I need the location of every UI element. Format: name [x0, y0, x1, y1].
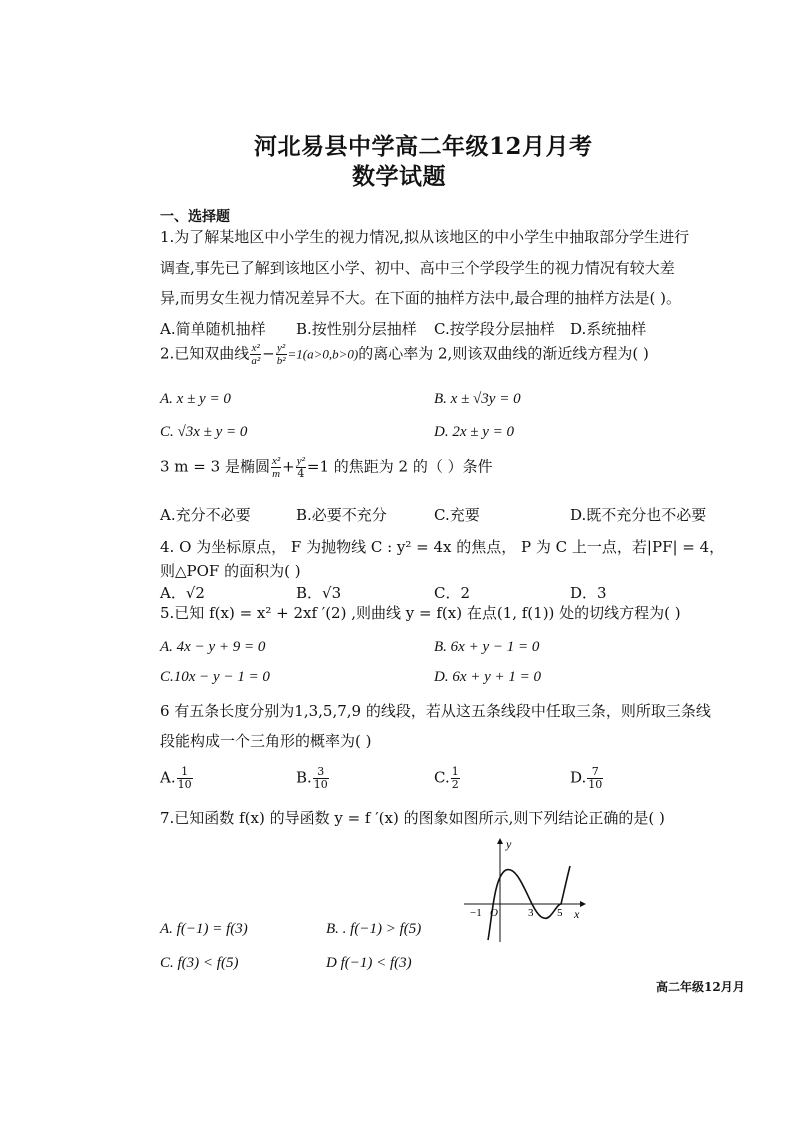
- x-axis-arrow: [580, 901, 586, 907]
- q6-option-d-frac: $\frac{7}{10}$: [588, 765, 603, 791]
- q2-frac-x: $\frac{\text{x²}}{\text{a²}}$: [251, 342, 261, 367]
- tick-neg1: −1: [470, 907, 482, 919]
- y-axis-arrow: [497, 838, 503, 844]
- q6-option-b-label: B.: [296, 768, 312, 787]
- q4-option-d: D．3: [570, 584, 607, 602]
- q5-option-c: C.10x − y − 1 = 0: [160, 669, 270, 685]
- q2-condition: =1(a>0,b>0): [287, 346, 359, 362]
- q2-option-a: A. x ± y = 0: [160, 391, 231, 407]
- page-subtitle: 数学试题: [352, 163, 446, 190]
- q4-option-b: B．√3: [296, 584, 342, 602]
- q2-suffix: 的离心率为 2,则该双曲线的渐近线方程为( ): [358, 344, 649, 363]
- page-footer: 高二年级12月月: [656, 980, 745, 994]
- q1-line2: 调查,事先已了解到该地区小学、初中、高中三个学段学生的视力情况有较大差: [160, 259, 675, 277]
- tick-5: 5: [557, 907, 563, 919]
- q2-option-c: C. √3x ± y = 0: [160, 424, 248, 440]
- origin-label: O: [490, 907, 498, 919]
- tick-3: 3: [528, 907, 534, 919]
- q4-line1: 4. O 为坐标原点， F 为抛物线 C : y² = 4x 的焦点， P 为 C 上一点，若|PF| = 4，: [160, 538, 725, 556]
- q1-option-a: A.简单随机抽样: [160, 320, 266, 338]
- q6-option-a-label: A.: [160, 768, 176, 787]
- page-title: 河北易县中学高二年级12月月考: [254, 133, 593, 160]
- x-axis-label: x: [574, 907, 580, 921]
- q6-option-b-frac: $\frac{3}{10}$: [313, 765, 328, 791]
- q6-line1: 6 有五条长度分别为1,3,5,7,9 的线段，若从这五条线段中任取三条，则所取三条线: [160, 702, 711, 720]
- q4-option-c: C．2: [434, 584, 471, 602]
- q6-option-d: [570, 766, 604, 791]
- q1-option-d: D.系统抽样: [570, 320, 647, 338]
- q2-frac-y: $\frac{\text{y²}}{\text{b²}}$: [276, 342, 286, 367]
- q3-option-d: D.既不充分也不必要: [570, 506, 707, 524]
- q3-frac-x: $\frac{\text{x²}}{m}$: [271, 455, 281, 480]
- q6-line2: 段能构成一个三角形的概率为( ): [160, 732, 372, 750]
- q3-option-b: B.必要不充分: [296, 506, 387, 524]
- q6-option-c: [434, 766, 461, 791]
- q7-option-a: A. f(−1) = f(3): [160, 921, 248, 937]
- q2-prefix: 2.已知双曲线: [160, 344, 250, 363]
- q1-line1: 1.为了解某地区中小学生的视力情况,拟从该地区的中小学生中抽取部分学生进行: [160, 228, 690, 246]
- q7-derivative-graph: [462, 836, 588, 946]
- q6-option-a-frac: $\frac{1}{10}$: [177, 765, 192, 791]
- q6-option-c-label: C.: [434, 768, 450, 787]
- q3-option-c: C.充要: [434, 506, 480, 524]
- q1-option-b: B.按性别分层抽样: [296, 320, 417, 338]
- q4-line2: 则△POF 的面积为( ): [160, 562, 301, 580]
- q5-stem: 5.已知 f(x) = x² + 2xf ′(2) ,则曲线 y = f(x) 在点(1, f(1)) 处的切线方程为( ): [160, 604, 681, 622]
- q3-frac-y: $\frac{\text{y²}}{4}$: [296, 455, 305, 480]
- q6-option-d-label: D.: [570, 768, 587, 787]
- q4-option-a: A．√2: [160, 584, 205, 602]
- q2-option-d: D. 2x ± y = 0: [434, 424, 515, 440]
- q5-option-b: B. 6x + y − 1 = 0: [434, 639, 540, 655]
- q6-option-c-frac: $\frac{1}{2}$: [451, 765, 459, 791]
- q3-option-a: A.充分不必要: [160, 506, 251, 524]
- q7-option-d: D f(−1) < f(3): [326, 955, 412, 971]
- q1-option-c: C.按学段分层抽样: [434, 320, 555, 338]
- q1-line3: 异,而男女生视力情况差异不大。在下面的抽样方法中,最合理的抽样方法是( )。: [160, 289, 682, 307]
- q2-stem: 2.已知双曲线 $\frac{\text{x²}}{\text{a²}}$ − $\frac{\text{y²}}{\text{b²}}$ =1(a>0,b>0)的离心率为 2,则该双曲线的渐近线方程为( ): [160, 342, 649, 367]
- q5-option-d: D. 6x + y + 1 = 0: [434, 669, 542, 685]
- y-axis-label: y: [506, 837, 512, 851]
- q6-option-b: [296, 766, 330, 791]
- q7-option-b: B. . f(−1) > f(5): [326, 921, 422, 937]
- q2-option-b: B. x ± √3y = 0: [434, 391, 521, 407]
- q5-option-a: A. 4x − y + 9 = 0: [160, 639, 266, 655]
- q3-prefix: 3 m = 3 是椭圆: [160, 457, 270, 476]
- q3-stem: 3 m = 3 是椭圆 $\frac{\text{x²}}{m}$ + $\frac{\text{y²}}{4}$ =1 的焦距为 2 的（ ）条件: [160, 455, 493, 480]
- q7-stem: 7.已知函数 f(x) 的导函数 y = f ′(x) 的图象如图所示,则下列结论正确的是( ): [160, 809, 665, 827]
- section-heading: 一、选择题: [160, 209, 230, 225]
- q3-suffix: =1 的焦距为 2 的（ ）条件: [306, 457, 493, 476]
- q6-option-a: [160, 766, 194, 791]
- q7-option-c: C. f(3) < f(5): [160, 955, 239, 971]
